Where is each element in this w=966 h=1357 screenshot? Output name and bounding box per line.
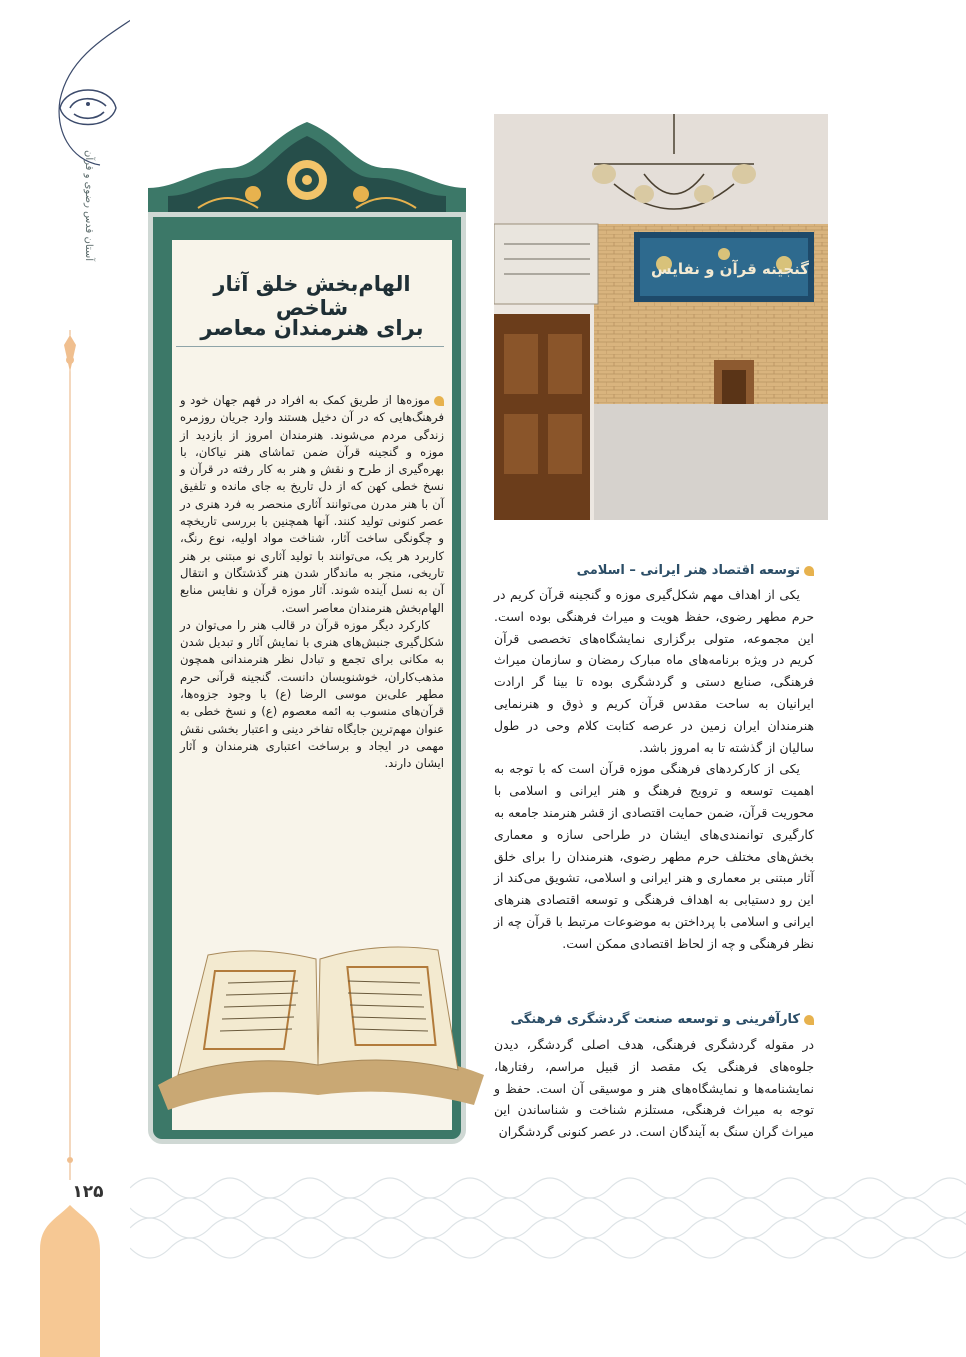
footer-pattern bbox=[130, 1168, 966, 1268]
section-body-1 bbox=[494, 584, 814, 955]
bullet-icon bbox=[434, 396, 444, 406]
page-number: ۱۲۵ bbox=[72, 1182, 104, 1202]
open-quran-image bbox=[148, 935, 494, 1115]
calligraphy-logo-icon bbox=[56, 78, 120, 134]
section-heading-2: کارآفرینی و توسعه صنعت گردشگری فرهنگی bbox=[494, 1012, 814, 1027]
box-title-line1: الهام‌بخش خلق آثار شاخص bbox=[213, 272, 411, 320]
section-1-paragraph-a: یکی از اهداف مهم شکل‌گیری موزه و گنجینه قرآن کریم در حرم مطهر رضوی، حفظ هویت و میراث فرهنگی بوده است. این مجموعه، متولی برگزاری نمایشگاه‌های تخصصی قرآن کریم در ویژه برنامه‌های ماه مبارک رمضان و سازمان میراث فرهنگی، صنایع دستی و گردشگری بوده تا بینا گر ارادت ایرانیان به ساحت مقدس قرآن کریم و ذوق و هنرنمایی هنرمندان ایران زمین در عرصه کتابت کلام وحی در طول سالیان از گذشته تا به امروز باشد. bbox=[494, 587, 814, 755]
box-paragraph-2: کارکرد دیگر موزه قرآن در قالب هنر را می‌توان در شکل‌گیری جنبش‌های هنری با نمایش آثار و تبدیل شدن به مکانی برای تجمع و تبادل نظر هنرمندانی همچون مذهب‌کاران، خوشنویسان دانست. گنجینه قرآنی حرم مطهر علی‌بن موسی الرضا (ع) با وجود جزوه‌ها، قرآن‌های منسوب به ائمه معصوم (ع) و نسخ خطی به عنوان مهم‌ترین جایگاه تفاخر دینی و اعتبار بخشی نقش مهمی در ایجاد و برساخت اعتباری هنرمندان و آثار ایشان دارند. bbox=[180, 617, 444, 771]
box-body bbox=[180, 392, 444, 773]
box-title-divider bbox=[176, 346, 444, 347]
museum-entrance-photo bbox=[494, 114, 828, 520]
section-heading-1: توسعه اقتصاد هنر ایرانی – اسلامی bbox=[494, 563, 814, 578]
brand-vertical-text: آستان قدس رضوی و قرآن bbox=[83, 150, 94, 262]
box-ornament-header bbox=[148, 118, 466, 218]
box-title-line2: برای هنرمندان معاصر bbox=[200, 316, 424, 340]
decorative-left-rail bbox=[0, 0, 130, 1357]
bullet-icon bbox=[804, 566, 814, 576]
box-paragraph-1: موزه‌ها از طریق کمک به افراد در فهم جهان خود و فرهنگ‌هایی که در آن دخیل هستند وارد جریان روزمره زندگی مردم می‌شوند. هنرمندان امروز از بازدید از موزه و گنجینه قرآن ضمن تماشای هنر نیاکان، با بهره‌گیری از طرح و نقش و هنر به کار رفته در قرآن و نسخ خطی کهن که از دل تاریخ به جای مانده و تلفیق آن با هنر مدرن می‌توانند آثاری منحصر به فرد هنری در عصر کنونی تولید کنند. آنها همچنین با بررسی تاریخچه و چگونگی ساخت آثار، شناخت مواد اولیه، نوع رنگ، کاربرد هر یک، می‌توانند با تولید آثاری نو مبتنی بر هنر تاریخی، منجر به ماندگار شدن هنر گذشتگان و انتقال آن به نسل آینده شوند. آثار موزه قرآن و نفایس منابع الهام‌بخش هنرمندان معاصر است. bbox=[180, 393, 444, 615]
bullet-icon bbox=[804, 1015, 814, 1025]
section-1-paragraph-b: یکی از کارکردهای فرهنگی موزه قرآن است که با توجه به اهمیت توسعه و ترویج فرهنگ و هنر ایرانی و اسلامی با محوریت قرآن، ضمن حمایت اقتصادی از قشر هنرمند جامعه به کارگیری توانمندی‌های ایشان در طراحی سازه و معماری بخش‌های مختلف حرم مطهر رضوی، هنرمندان را برای خلق آثار مبتنی بر معماری و هنر ایرانی و اسلامی، تشویق می‌کند از این رو دستیابی به اهداف فرهنگی و توسعه اقتصادی هنرهای ایرانی و اسلامی با پرداختن به موضوعات مرتبط با قرآن چه از نظر فرهنگی و چه از لحاظ اقتصادی ممکن است. bbox=[494, 761, 814, 951]
section-body-2: در مقوله گردشگری فرهنگی، هدف اصلی گردشگر، دیدن جلوه‌های فرهنگی یک مقصد از قبیل مراسم، رفتارها، نمایشنامه‌ها و نمایشگاه‌های هنر و موسیقی آن است. حفظ و توجه به میراث فرهنگی، مستلزم شناخت و شناساندن این میراث گران سنگ به آیندگان است. در عصر کنونی گردشگران bbox=[494, 1037, 814, 1140]
photo-sign-text: گنجینه قرآن و نفایس bbox=[651, 260, 809, 278]
